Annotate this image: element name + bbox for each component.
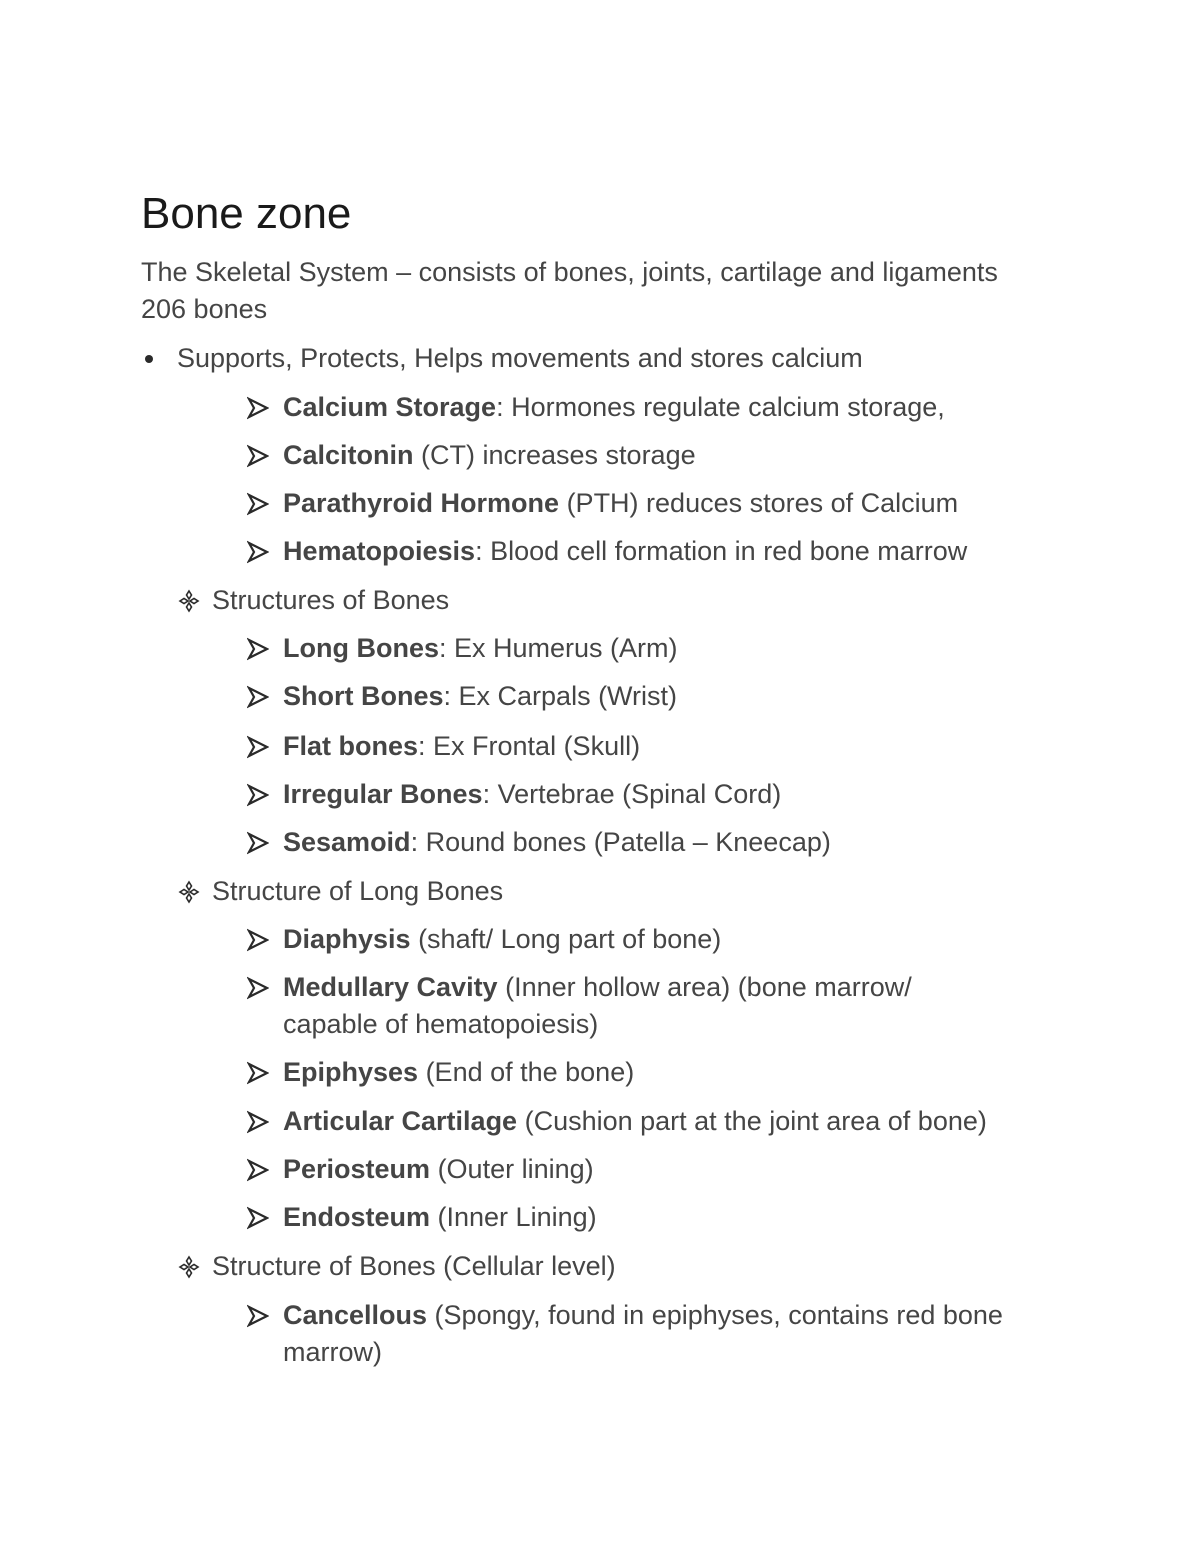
- term-description: : Vertebrae (Spinal Cord): [482, 779, 782, 809]
- arrowhead-bullet-icon: [247, 485, 269, 522]
- list-item-arrow: [283, 824, 831, 861]
- arrowhead-bullet-icon: [247, 1054, 269, 1091]
- list-item-arrow: [283, 969, 1003, 1043]
- arrowhead-bullet-icon: [247, 389, 269, 426]
- list-item-arrow: [283, 1297, 1023, 1371]
- arrowhead-bullet-icon: [247, 678, 269, 715]
- term-description: (PTH) reduces stores of Calcium: [559, 488, 959, 518]
- term-description: (Cushion part at the joint area of bone): [517, 1106, 987, 1136]
- intro-paragraph: The Skeletal System – consists of bones, joints, cartilage and ligaments 206 bones: [141, 257, 998, 324]
- term: Irregular Bones: [283, 779, 483, 809]
- page-title: Bone zone: [141, 189, 352, 238]
- term: Epiphyses: [283, 1057, 419, 1087]
- term: Parathyroid Hormone: [283, 488, 560, 518]
- four-diamond-bullet-icon: [177, 582, 201, 619]
- term: Flat bones: [283, 731, 419, 761]
- section-heading-text: Structures of Bones: [212, 585, 450, 615]
- list-item-arrow: [283, 921, 721, 958]
- term: Long Bones: [283, 633, 439, 663]
- list-item-arrow: [283, 389, 945, 426]
- section-heading-text: Structure of Bones (Cellular level): [212, 1251, 616, 1281]
- term-description: : Hormones regulate calcium storage,: [496, 392, 945, 422]
- arrowhead-bullet-icon: [247, 824, 269, 861]
- filled-circle-bullet-icon: [143, 340, 155, 377]
- list-item-arrow: [283, 485, 958, 522]
- list-item-level-1: [177, 340, 863, 377]
- list-item-arrow: [283, 533, 967, 570]
- arrowhead-bullet-icon: [247, 630, 269, 667]
- term: Medullary Cavity: [283, 972, 498, 1002]
- term-description: : Blood cell formation in red bone marrow: [475, 536, 968, 566]
- list-item-arrow: [283, 630, 678, 667]
- section-heading-text: Structure of Long Bones: [212, 876, 504, 906]
- term-description: : Round bones (Patella – Kneecap): [410, 827, 831, 857]
- list-item-arrow: [283, 776, 781, 813]
- term: Sesamoid: [283, 827, 411, 857]
- term-description: (Inner hollow area) (bone marrow/ capable of hematopoiesis): [283, 972, 912, 1039]
- term: Calcium Storage: [283, 392, 497, 422]
- term-description: (shaft/ Long part of bone): [410, 924, 722, 954]
- arrowhead-bullet-icon: [247, 776, 269, 813]
- term-description: (End of the bone): [418, 1057, 635, 1087]
- arrowhead-bullet-icon: [247, 1151, 269, 1188]
- section-heading-item: [212, 582, 449, 619]
- arrowhead-bullet-icon: [247, 437, 269, 474]
- arrowhead-bullet-icon: [247, 1297, 269, 1334]
- list-item-arrow: [283, 728, 640, 765]
- list-item-arrow: [283, 1151, 594, 1188]
- term: Hematopoiesis: [283, 536, 476, 566]
- term-description: : Ex Frontal (Skull): [418, 731, 641, 761]
- term: Periosteum: [283, 1154, 431, 1184]
- list-item-arrow: [283, 1054, 634, 1091]
- arrowhead-bullet-icon: [247, 728, 269, 765]
- list-item-arrow: [283, 437, 696, 474]
- arrowhead-bullet-icon: [247, 969, 269, 1006]
- four-diamond-bullet-icon: [177, 873, 201, 910]
- term-description: (Inner Lining): [430, 1202, 597, 1232]
- list-item-arrow: [283, 678, 677, 715]
- term: Endosteum: [283, 1202, 431, 1232]
- arrowhead-bullet-icon: [247, 533, 269, 570]
- section-heading-item: [212, 873, 503, 910]
- term-description: : Ex Carpals (Wrist): [443, 681, 678, 711]
- term-description: (Spongy, found in epiphyses, contains red bone marrow): [283, 1300, 1003, 1367]
- term: Diaphysis: [283, 924, 411, 954]
- list-item-arrow: [283, 1103, 987, 1140]
- arrowhead-bullet-icon: [247, 1199, 269, 1236]
- term-description: (Outer lining): [430, 1154, 594, 1184]
- arrowhead-bullet-icon: [247, 921, 269, 958]
- list-item-arrow: [283, 1199, 597, 1236]
- term: Articular Cartilage: [283, 1106, 518, 1136]
- list-item-text: Supports, Protects, Helps movements and stores calcium: [177, 343, 863, 373]
- four-diamond-bullet-icon: [177, 1248, 201, 1285]
- term-description: : Ex Humerus (Arm): [439, 633, 678, 663]
- term: Cancellous: [283, 1300, 428, 1330]
- term: Short Bones: [283, 681, 444, 711]
- arrowhead-bullet-icon: [247, 1103, 269, 1140]
- term: Calcitonin: [283, 440, 414, 470]
- section-heading-item: [212, 1248, 616, 1285]
- term-description: (CT) increases storage: [413, 440, 696, 470]
